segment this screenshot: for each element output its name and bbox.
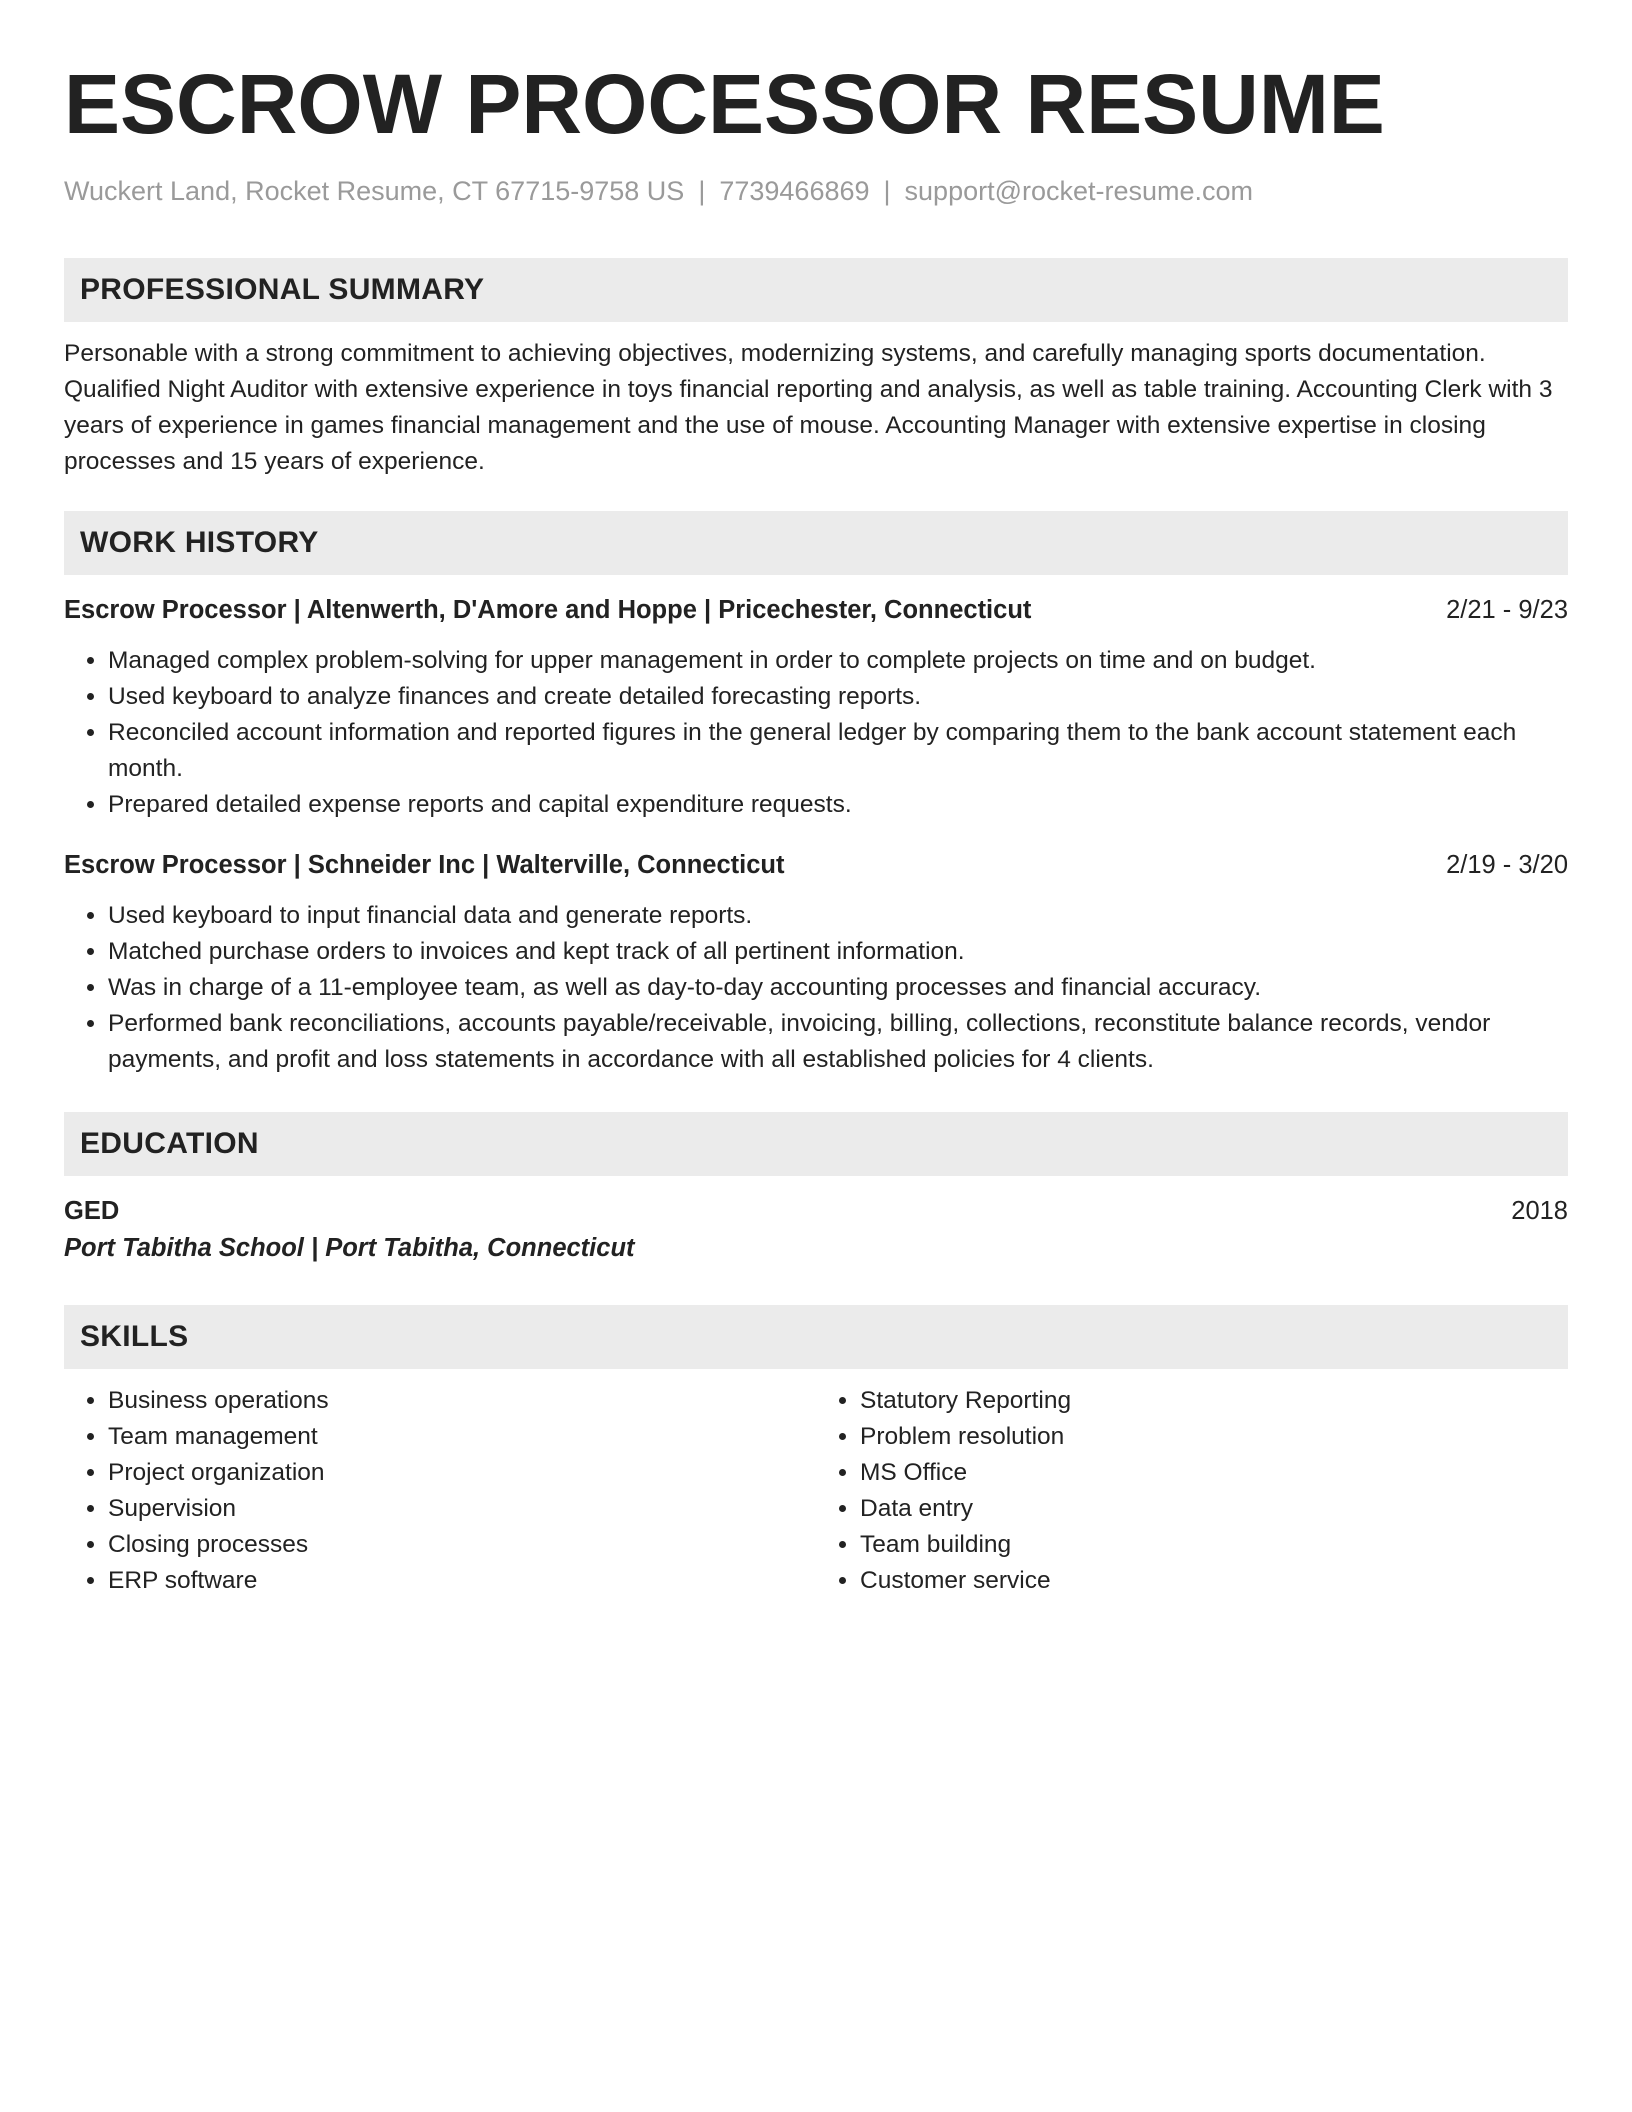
job-dates: 2/21 - 9/23 [1446,596,1568,624]
job-bullet: • Used keyboard to input financial data and generate reports. [108,898,1568,934]
skill-item: • Supervision [108,1491,816,1527]
contact-phone: 7739466869 [719,176,870,206]
skills-column-left [64,1383,816,1599]
job-bullet: • Was in charge of a 11-employee team, as well as day-to-day accounting processes and financial accuracy. [108,970,1568,1006]
section-header-work-history: WORK HISTORY [64,511,1568,575]
skill-item: • Project organization [108,1455,816,1491]
skill-item: • MS Office [860,1455,1568,1491]
job-dates: 2/19 - 3/20 [1446,851,1568,879]
education-year: 2018 [1511,1197,1568,1225]
job-bullets [64,643,1568,823]
section-header-skills: SKILLS [64,1305,1568,1369]
contact-line [64,174,1568,208]
contact-separator: | [698,176,706,206]
job-bullet: • Reconciled account information and reported figures in the general ledger by comparing them to the bank account statement each month. [108,715,1568,787]
skills-column-right [816,1383,1568,1599]
education-degree: GED [64,1197,120,1225]
skill-item: • Team management [108,1419,816,1455]
skill-item: • Team building [860,1527,1568,1563]
job-bullet: • Used keyboard to analyze finances and create detailed forecasting reports. [108,679,1568,715]
skill-item: • Statutory Reporting [860,1383,1568,1419]
skill-item: • Closing processes [108,1527,816,1563]
section-header-summary: PROFESSIONAL SUMMARY [64,258,1568,322]
job-title: Escrow Processor | Altenwerth, D'Amore and Hoppe | Pricechester, Connecticut [64,596,1032,624]
job-bullets [64,898,1568,1078]
skill-item: • Problem resolution [860,1419,1568,1455]
skills-grid [64,1383,1568,1599]
contact-email: support@rocket-resume.com [904,176,1254,206]
job-bullet: • Matched purchase orders to invoices and kept track of all pertinent information. [108,934,1568,970]
contact-address: Wuckert Land, Rocket Resume, CT 67715-9758 US [64,176,685,206]
job-bullet: • Prepared detailed expense reports and capital expenditure requests. [108,787,1568,823]
job-header [64,847,1568,883]
education-school: Port Tabitha School | Port Tabitha, Connecticut [64,1234,635,1262]
job-bullet: • Performed bank reconciliations, accounts payable/receivable, invoicing, billing, collections, reconstitute balance records, vendor payments, and profit and loss statements in accordance with all established policies for 4 clients. [108,1006,1568,1078]
section-header-education: EDUCATION [64,1112,1568,1176]
skill-item: • ERP software [108,1563,816,1599]
skill-item: • Business operations [108,1383,816,1419]
job-header [64,592,1568,628]
skill-item: • Data entry [860,1491,1568,1527]
resume-title: ESCROW PROCESSOR RESUME [64,57,1385,151]
job-bullet: • Managed complex problem-solving for upper management in order to complete projects on time and on budget. [108,643,1568,679]
education-header [64,1193,1568,1229]
job-title: Escrow Processor | Schneider Inc | Walterville, Connecticut [64,851,785,879]
skill-item: • Customer service [860,1563,1568,1599]
summary-text: Personable with a strong commitment to achieving objectives, modernizing systems, and carefully managing sports documentation. Qualified Night Auditor with extensive experience in toys financial reporting and analysis, as well as table training. Accounting Clerk with 3 years of experience in games financial management and the use of mouse. Accounting Manager with extensive expertise in closing processes and 15 years of experience. [64,340,1553,475]
contact-separator: | [883,176,891,206]
